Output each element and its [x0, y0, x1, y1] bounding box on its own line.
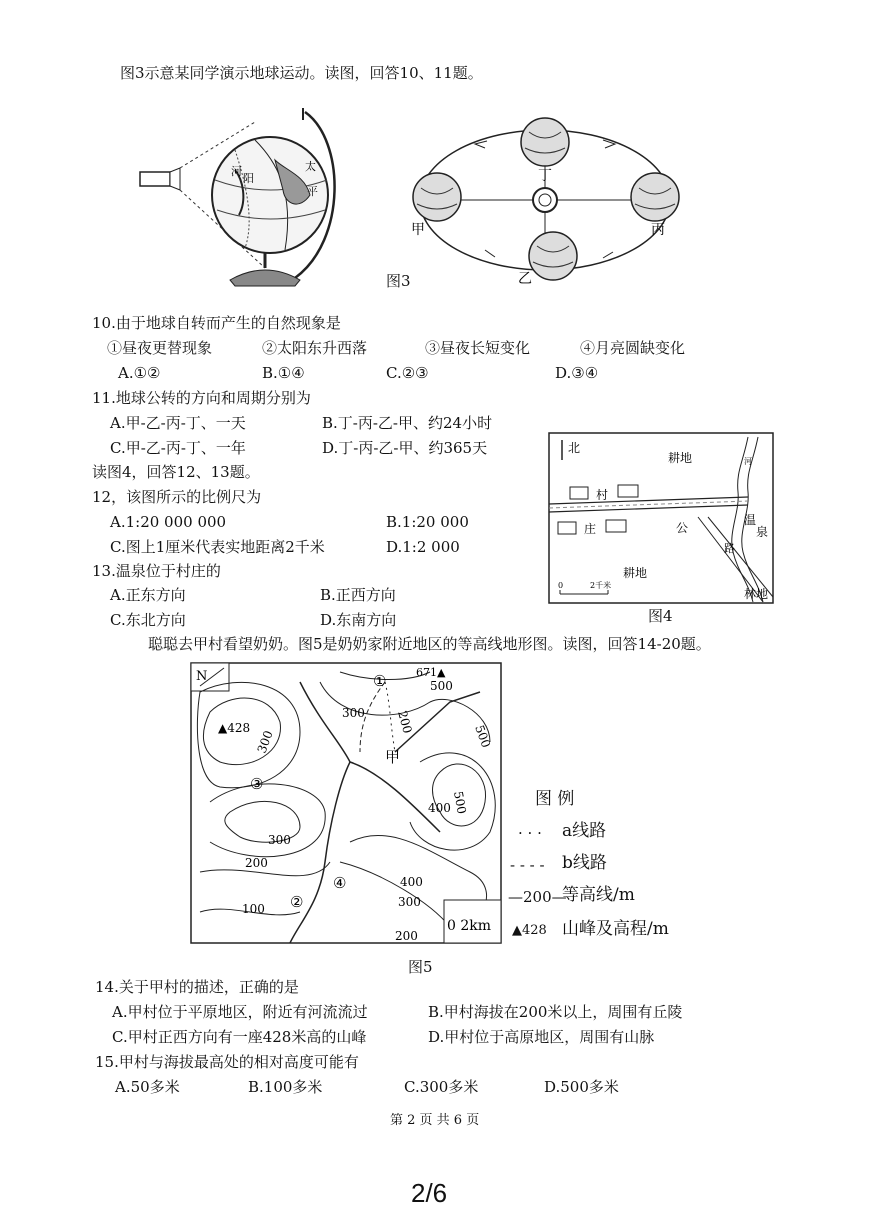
legend-peak-label: 山峰及高程/m	[562, 919, 669, 939]
intro-fig5: 聪聪去甲村看望奶奶。图5是奶奶家附近地区的等高线地形图。读图，回答14-20题。	[148, 635, 711, 653]
svg-text:耕地: 耕地	[668, 451, 693, 465]
legend-b-symbol: - - - -	[510, 856, 545, 874]
svg-text:阳: 阳	[243, 172, 254, 185]
q11-option-c: C.甲-乙-丙-丁、一年	[110, 439, 246, 457]
q15-stem: 15.甲村与海拔最高处的相对高度可能有	[95, 1053, 359, 1071]
svg-text:甲: 甲	[385, 748, 401, 766]
q12-option-a: A.1:20 000 000	[110, 513, 227, 531]
svg-text:北: 北	[568, 441, 581, 455]
svg-text:400: 400	[400, 875, 423, 889]
q10-option-c: C.②③	[386, 364, 429, 382]
figure-3	[135, 100, 735, 300]
svg-text:村: 村	[596, 488, 609, 502]
svg-text:耕地: 耕地	[623, 566, 648, 580]
q15-option-b: B.100多米	[248, 1078, 323, 1096]
fig3-caption: 图3	[386, 272, 411, 290]
svg-text:庄: 庄	[584, 522, 597, 536]
earth-bing	[631, 173, 679, 238]
q14-stem: 14.关于甲村的描述，正确的是	[95, 978, 299, 996]
svg-text:200: 200	[395, 929, 418, 943]
svg-text:500: 500	[472, 723, 494, 750]
q12-stem: 12，该图所示的比例尺为	[92, 488, 262, 506]
svg-text:丁: 丁	[538, 168, 552, 184]
q11-option-a: A.甲-乙-丙-丁、一天	[110, 414, 246, 432]
q15-option-c: C.300多米	[404, 1078, 479, 1096]
q15-option-a: A.50多米	[115, 1078, 180, 1096]
svg-text:300: 300	[398, 895, 421, 909]
svg-text:671▲: 671▲	[416, 666, 446, 679]
svg-text:平: 平	[307, 185, 318, 198]
q10-item-2: ②太阳东升西落	[262, 339, 368, 357]
svg-text:500: 500	[451, 790, 469, 816]
q13-option-b: B.正西方向	[320, 586, 396, 604]
page-footer: 第 2 页 共 6 页	[390, 1113, 480, 1128]
svg-text:太: 太	[305, 160, 316, 173]
legend-a-symbol: · · ·	[518, 824, 542, 842]
fig5-caption: 图5	[408, 958, 433, 976]
svg-text:温: 温	[744, 513, 757, 527]
earth-jia	[411, 173, 461, 238]
svg-text:500: 500	[430, 679, 453, 693]
q12-option-c: C.图上1厘米代表实地距离2千米	[110, 538, 325, 556]
q12-option-b: B.1:20 000	[386, 513, 469, 531]
page-indicator: 2/6	[411, 1178, 448, 1208]
svg-text:③: ③	[250, 775, 264, 793]
q13-option-d: D.东南方向	[320, 611, 397, 629]
legend-peak-symbol: ▲428	[512, 923, 547, 938]
svg-text:河: 河	[231, 165, 242, 178]
earth-ding	[521, 118, 569, 184]
fig4-caption: 图4	[648, 607, 673, 625]
svg-text:0: 0	[558, 581, 564, 590]
q15-option-d: D.500多米	[544, 1078, 619, 1096]
svg-text:300: 300	[254, 728, 276, 756]
q14-option-a: A.甲村位于平原地区，附近有河流流过	[112, 1003, 368, 1021]
intro-fig3: 图3示意某同学演示地球运动。读图，回答10、11题。	[120, 64, 483, 82]
q11-option-b: B.丁-丙-乙-甲、约24小时	[322, 414, 493, 432]
q10-item-1: ①昼夜更替现象	[107, 339, 213, 357]
q10-option-b: B.①④	[262, 364, 305, 382]
svg-text:200: 200	[395, 709, 415, 735]
q11-option-d: D.丁-丙-乙-甲、约365天	[322, 439, 488, 457]
legend-b-label: b线路	[562, 853, 607, 873]
svg-text:路: 路	[724, 542, 735, 555]
q11-stem: 11.地球公转的方向和周期分别为	[92, 389, 311, 407]
svg-text:▲428: ▲428	[218, 721, 251, 735]
legend-contour-symbol: —200—	[508, 888, 567, 906]
legend-a-label: a线路	[562, 821, 607, 841]
svg-text:②: ②	[290, 893, 304, 911]
svg-text:100: 100	[242, 902, 265, 916]
svg-text:①: ①	[373, 672, 387, 690]
svg-text:2千米: 2千米	[590, 581, 612, 590]
q14-option-b: B.甲村海拔在200米以上，周围有丘陵	[428, 1003, 683, 1021]
earth-yi	[518, 232, 577, 287]
svg-text:河: 河	[744, 457, 752, 466]
q10-item-4: ④月亮圆缺变化	[580, 339, 686, 357]
q13-option-a: A.正东方向	[110, 586, 186, 604]
figure-4	[548, 432, 778, 632]
svg-text:200: 200	[245, 856, 268, 870]
q10-stem: 10.由于地球自转而产生的自然现象是	[92, 314, 341, 332]
svg-text:丙: 丙	[651, 222, 665, 238]
svg-text:甲: 甲	[411, 222, 425, 238]
svg-text:300: 300	[268, 833, 291, 847]
q13-stem: 13.温泉位于村庄的	[92, 562, 221, 580]
svg-text:乙: 乙	[518, 271, 532, 287]
intro-fig4: 读图4，回答12、13题。	[92, 463, 260, 481]
q10-option-d: D.③④	[555, 364, 599, 382]
q13-option-c: C.东北方向	[110, 611, 186, 629]
q10-item-3: ③昼夜长短变化	[425, 339, 531, 357]
figure-5-contour-map	[190, 662, 505, 947]
svg-text:400: 400	[428, 801, 451, 815]
legend-contour-label: 等高线/m	[562, 885, 635, 905]
svg-text:0 2km: 0 2km	[447, 918, 492, 934]
svg-text:④: ④	[333, 874, 347, 892]
q12-option-d: D.1:2 000	[386, 538, 460, 556]
legend-title: 图 例	[535, 789, 575, 809]
svg-text:N: N	[196, 669, 208, 684]
svg-text:林地: 林地	[744, 587, 769, 601]
q14-option-c: C.甲村正西方向有一座428米高的山峰	[112, 1028, 367, 1046]
svg-text:泉: 泉	[756, 525, 769, 539]
svg-text:公: 公	[676, 521, 689, 535]
q14-option-d: D.甲村位于高原地区，周围有山脉	[428, 1028, 655, 1046]
svg-text:300: 300	[342, 706, 365, 720]
q10-option-a: A.①②	[118, 364, 161, 382]
